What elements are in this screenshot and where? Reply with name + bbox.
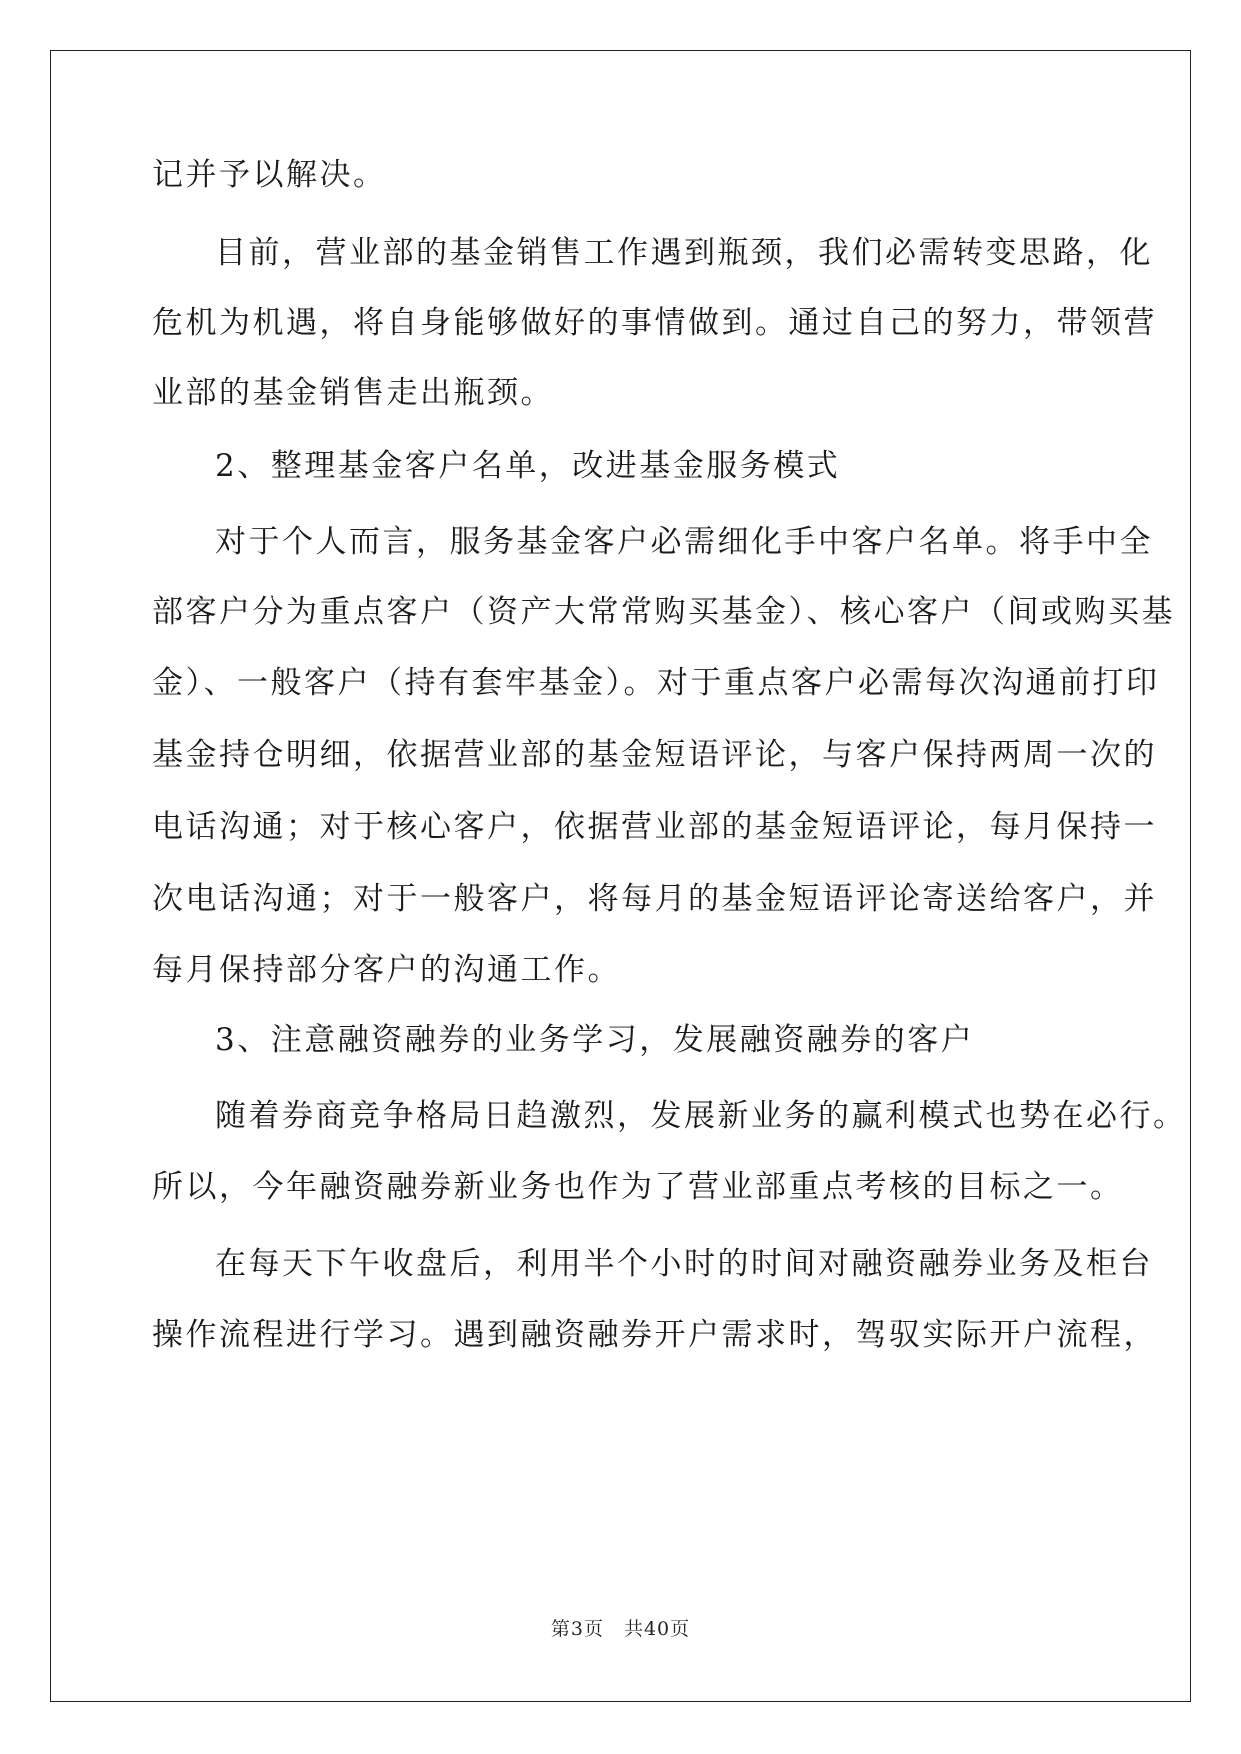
text-line: 在每天下午收盘后，利用半个小时的时间对融资融券业务及柜台 xyxy=(215,1246,1153,1282)
text-line: 操作流程进行学习。遇到融资融券开户需求时，驾驭实际开户流程， xyxy=(152,1317,1157,1353)
text-line: 所以，今年融资融券新业务也作为了营业部重点考核的目标之一。 xyxy=(152,1169,1124,1205)
text-line: 基金持仓明细，依据营业部的基金短语评论，与客户保持两周一次的 xyxy=(152,737,1157,773)
text-line: 随着券商竞争格局日趋激烈，发展新业务的赢利模式也势在必行。 xyxy=(215,1098,1187,1134)
section-heading: 2、整理基金客户名单，改进基金服务模式 xyxy=(215,448,841,484)
text-line: 危机为机遇，将自身能够做好的事情做到。通过自己的努力，带领营 xyxy=(152,305,1157,341)
section-heading: 3、注意融资融券的业务学习，发展融资融券的客户 xyxy=(215,1022,975,1058)
page-number-footer: 第3页 共40页 xyxy=(550,1618,691,1640)
text-line: 每月保持部分客户的沟通工作。 xyxy=(152,952,621,988)
text-line: 部客户分为重点客户（资产大常常购买基金）、核心客户（间或购买基 xyxy=(152,594,1175,630)
text-line: 电话沟通；对于核心客户，依据营业部的基金短语评论，每月保持一 xyxy=(152,809,1157,845)
text-line: 金）、一般客户（持有套牢基金）。对于重点客户必需每次沟通前打印 xyxy=(152,665,1160,701)
text-line: 业部的基金销售走出瓶颈。 xyxy=(152,375,554,411)
text-line: 目前，营业部的基金销售工作遇到瓶颈，我们必需转变思路，化 xyxy=(215,235,1153,271)
text-line: 次电话沟通；对于一般客户，将每月的基金短语评论寄送给客户，并 xyxy=(152,881,1157,917)
text-line: 记并予以解决。 xyxy=(152,157,387,193)
text-line: 对于个人而言，服务基金客户必需细化手中客户名单。将手中全 xyxy=(215,524,1153,560)
page-border xyxy=(50,50,1191,1702)
